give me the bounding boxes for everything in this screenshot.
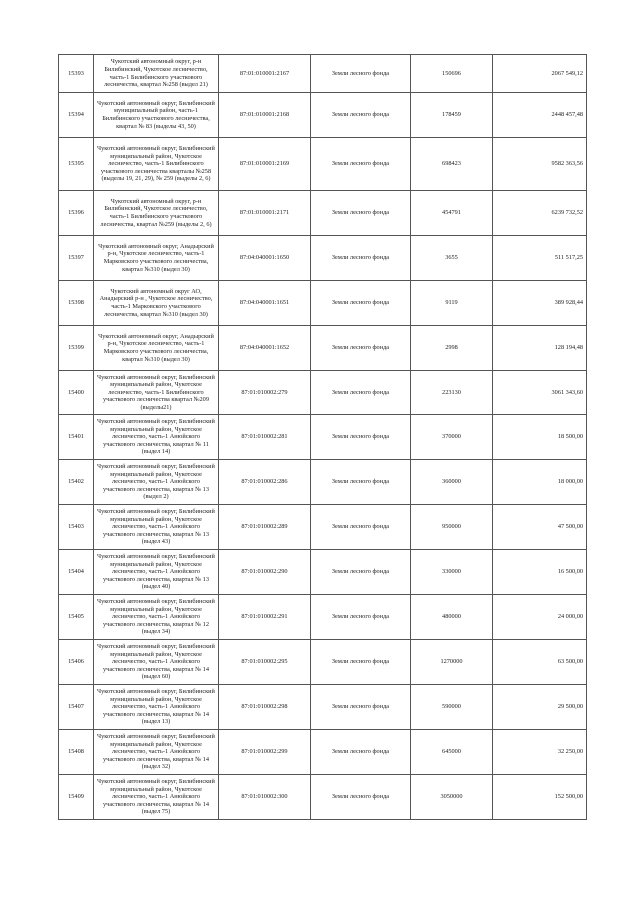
location-description: Чукотский автономный округ, Билибинский муниципальный район, Чукотское лесничество, часть-1 Анюйского участкового лесничества, квартал № 14 (выдел 13): [94, 685, 219, 730]
area: 9119: [411, 281, 493, 326]
area: 223130: [411, 371, 493, 415]
cadastral-value: 152 500,00: [493, 775, 587, 820]
location-description: Чукотский автономный округ, Анадырский р-н, Чукотское лесничество, часть-1 Марковского участкового лесничества, квартал №310 (выдел 30): [94, 236, 219, 281]
land-category: Земли лесного фонда: [311, 138, 411, 191]
cadastral-value: 3061 343,60: [493, 371, 587, 415]
cadastral-number: 87:01:010001:2169: [219, 138, 311, 191]
land-category: Земли лесного фонда: [311, 595, 411, 640]
row-number: 15402: [59, 460, 94, 505]
location-description: Чукотский автономный округ, Билибинский муниципальный район, Чукотское лесничество, часть-1 Анюйского участкового лесничества, квартал № 13 (выдел 2): [94, 460, 219, 505]
cadastral-number: 87:01:010002:279: [219, 371, 311, 415]
cadastral-number: 87:01:010002:300: [219, 775, 311, 820]
cadastral-number: 87:01:010002:291: [219, 595, 311, 640]
land-category: Земли лесного фонда: [311, 550, 411, 595]
location-description: Чукотский автономный округ, Билибинский муниципальный район, часть-1 Билибинского участкового лесничества, квартал № 83 (выделы 43, 50): [94, 93, 219, 138]
land-category: Земли лесного фонда: [311, 775, 411, 820]
location-description: Чукотский автономный округ, Билибинский муниципальный район, Чукотское лесничество, часть-1 Анюйского участкового лесничества, квартал № 13 (выдел 43): [94, 505, 219, 550]
land-category: Земли лесного фонда: [311, 236, 411, 281]
table-row: [59, 730, 587, 775]
cadastral-number: 87:01:010001:2171: [219, 191, 311, 236]
area: 178459: [411, 93, 493, 138]
land-category: Земли лесного фонда: [311, 326, 411, 371]
row-number: 15409: [59, 775, 94, 820]
area: 3655: [411, 236, 493, 281]
cadastral-value: 128 194,48: [493, 326, 587, 371]
table-row: [59, 460, 587, 505]
cadastral-value: 6239 732,52: [493, 191, 587, 236]
location-description: Чукотский автономный округ, Билибинский муниципальный район, Чукотское лесничество, часть-1 Анюйского участкового лесничества, квартал № 13 (выдел 40): [94, 550, 219, 595]
cadastral-number: 87:01:010002:290: [219, 550, 311, 595]
land-category: Земли лесного фонда: [311, 93, 411, 138]
land-category: Земли лесного фонда: [311, 415, 411, 460]
row-number: 15399: [59, 326, 94, 371]
cadastral-number: 87:04:040001:1651: [219, 281, 311, 326]
row-number: 15393: [59, 55, 94, 93]
table-row: [59, 93, 587, 138]
table-row: [59, 595, 587, 640]
row-number: 15403: [59, 505, 94, 550]
area: 645000: [411, 730, 493, 775]
table-row: [59, 640, 587, 685]
location-description: Чукотский автономный округ, Билибинский муниципальный район, Чукотское лесничество, часть-1 Анюйского участкового лесничества, квартал № 11 (выдел 14): [94, 415, 219, 460]
table-row: [59, 236, 587, 281]
area: 1270000: [411, 640, 493, 685]
location-description: Чукотский автономный округ, Билибинский муниципальный район, Чукотское лесничество, часть-1 Билибинского участкового лесничества кварталы №258 (выделы 19, 21, 29), № 259 (выделы 2, 6): [94, 138, 219, 191]
row-number: 15405: [59, 595, 94, 640]
cadastral-value: 18 500,00: [493, 415, 587, 460]
cadastral-number: 87:04:040001:1650: [219, 236, 311, 281]
cadastral-value: 29 500,00: [493, 685, 587, 730]
location-description: Чукотский автономный округ, Анадырский р-н, Чукотское лесничество, часть-1 Марковского участкового лесничества, квартал №310 (выдел 30): [94, 326, 219, 371]
table-row: [59, 281, 587, 326]
table-body: [59, 55, 587, 820]
cadastral-value: 16 500,00: [493, 550, 587, 595]
row-number: 15406: [59, 640, 94, 685]
table-row: [59, 191, 587, 236]
area: 330000: [411, 550, 493, 595]
land-category: Земли лесного фонда: [311, 460, 411, 505]
table-row: [59, 775, 587, 820]
cadastral-number: 87:01:010001:2168: [219, 93, 311, 138]
area: 454791: [411, 191, 493, 236]
land-category: Земли лесного фонда: [311, 191, 411, 236]
land-category: Земли лесного фонда: [311, 55, 411, 93]
row-number: 15398: [59, 281, 94, 326]
land-parcels-table: [58, 54, 587, 820]
location-description: Чукотский автономный округ, Билибинский муниципальный район, Чукотское лесничество, часть-1 Анюйского участкового лесничества, квартал № 12 (выдел 34): [94, 595, 219, 640]
area: 590000: [411, 685, 493, 730]
table-row: [59, 505, 587, 550]
cadastral-number: 87:01:010001:2167: [219, 55, 311, 93]
cadastral-value: 18 000,00: [493, 460, 587, 505]
location-description: Чукотский автономный округ, Билибинский муниципальный район, Чукотское лесничество, часть-1 Анюйского участкового лесничества, квартал № 14 (выдел 32): [94, 730, 219, 775]
cadastral-number: 87:04:040001:1652: [219, 326, 311, 371]
cadastral-number: 87:01:010002:286: [219, 460, 311, 505]
row-number: 15394: [59, 93, 94, 138]
row-number: 15397: [59, 236, 94, 281]
area: 698423: [411, 138, 493, 191]
land-category: Земли лесного фонда: [311, 685, 411, 730]
row-number: 15407: [59, 685, 94, 730]
location-description: Чукотский автономный округ, Билибинский муниципальный район, Чукотское лесничество, часть-1 Анюйского участкового лесничества, квартал № 14 (выдел 60): [94, 640, 219, 685]
row-number: 15401: [59, 415, 94, 460]
cadastral-number: 87:01:010002:298: [219, 685, 311, 730]
area: 2998: [411, 326, 493, 371]
table-row: [59, 326, 587, 371]
document-page: [58, 54, 586, 820]
table-row: [59, 55, 587, 93]
row-number: 15396: [59, 191, 94, 236]
land-category: Земли лесного фонда: [311, 281, 411, 326]
area: 150696: [411, 55, 493, 93]
cadastral-value: 2067 549,12: [493, 55, 587, 93]
row-number: 15400: [59, 371, 94, 415]
cadastral-number: 87:01:010002:289: [219, 505, 311, 550]
land-category: Земли лесного фонда: [311, 730, 411, 775]
area: 370000: [411, 415, 493, 460]
table-row: [59, 371, 587, 415]
area: 3050000: [411, 775, 493, 820]
cadastral-number: 87:01:010002:299: [219, 730, 311, 775]
cadastral-number: 87:01:010002:281: [219, 415, 311, 460]
cadastral-value: 389 928,44: [493, 281, 587, 326]
location-description: Чукотский автономный округ, р-н Билибинский, Чукотское лесничество, часть-1 Билибинского участкового лесничества, квартал №258 (выдел 21): [94, 55, 219, 93]
location-description: Чукотский автономный округ, Билибинский муниципальный район, Чукотское лесничество, часть-1 Анюйского участкового лесничества, квартал № 14 (выдел 75): [94, 775, 219, 820]
area: 480000: [411, 595, 493, 640]
cadastral-value: 32 250,00: [493, 730, 587, 775]
area: 950000: [411, 505, 493, 550]
cadastral-number: 87:01:010002:295: [219, 640, 311, 685]
row-number: 15395: [59, 138, 94, 191]
table-row: [59, 415, 587, 460]
table-row: [59, 685, 587, 730]
cadastral-value: 63 500,00: [493, 640, 587, 685]
cadastral-value: 24 000,00: [493, 595, 587, 640]
table-row: [59, 138, 587, 191]
cadastral-value: 2448 457,48: [493, 93, 587, 138]
table-row: [59, 550, 587, 595]
row-number: 15404: [59, 550, 94, 595]
cadastral-value: 47 500,00: [493, 505, 587, 550]
area: 360000: [411, 460, 493, 505]
location-description: Чукотский автономный округ, Билибинский муниципальный район, Чукотское лесничество, часть-1 Билибинского участкового лесничества квартал №209 (выделы21): [94, 371, 219, 415]
location-description: Чукотский автономный округ, р-н Билибинский, Чукотское лесничество, часть-1 Билибинского участкового лесничества, квартал №259 (выделы 2, 6): [94, 191, 219, 236]
land-category: Земли лесного фонда: [311, 371, 411, 415]
cadastral-value: 9582 363,56: [493, 138, 587, 191]
location-description: Чукотский автономный округ АО, Анадырский р-н , Чукотское лесничество, часть-1 Марковского участкового лесничества, квартал №310 (выдел 30): [94, 281, 219, 326]
land-category: Земли лесного фонда: [311, 505, 411, 550]
land-category: Земли лесного фонда: [311, 640, 411, 685]
cadastral-value: 511 517,25: [493, 236, 587, 281]
row-number: 15408: [59, 730, 94, 775]
